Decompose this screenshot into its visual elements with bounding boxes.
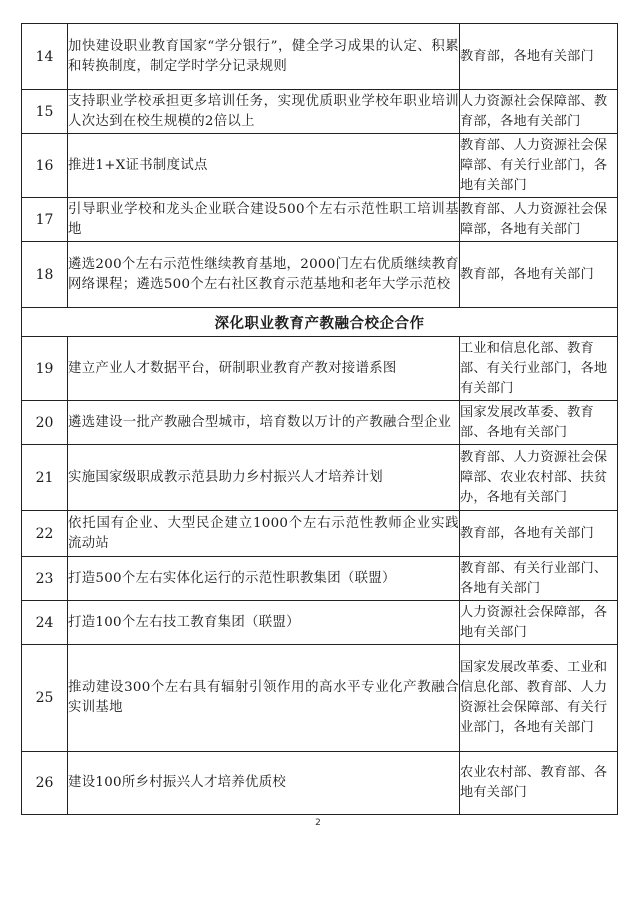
task-description: 推进1+X证书制度试点 — [68, 134, 460, 198]
row-number: 14 — [22, 24, 68, 90]
table-row — [22, 242, 618, 308]
section-row — [22, 308, 618, 337]
row-number: 17 — [22, 198, 68, 242]
task-description: 遴选200个左右示范性继续教育基地，2000门左右优质继续教育网络课程；遴选500个左右社区教育示范基地和老年大学示范校 — [68, 242, 460, 308]
task-description: 实施国家级职成教示范县助力乡村振兴人才培养计划 — [68, 445, 460, 511]
task-description: 支持职业学校承担更多培训任务，实现优质职业学校年职业培训人次达到在校生规模的2倍以上 — [68, 90, 460, 134]
row-number: 26 — [22, 752, 68, 815]
row-number: 20 — [22, 401, 68, 445]
row-number: 24 — [22, 601, 68, 645]
responsible-departments: 农业农村部、教育部、各地有关部门 — [460, 752, 618, 815]
table-row — [22, 134, 618, 198]
task-description: 加快建设职业教育国家“学分银行”，健全学习成果的认定、积累和转换制度，制定学时学分记录规则 — [68, 24, 460, 90]
table-row — [22, 511, 618, 557]
task-description: 打造500个左右实体化运行的示范性职教集团（联盟） — [68, 557, 460, 601]
table-row — [22, 401, 618, 445]
table-row — [22, 445, 618, 511]
task-table — [21, 23, 618, 815]
row-number: 16 — [22, 134, 68, 198]
table-row — [22, 752, 618, 815]
table-row — [22, 198, 618, 242]
row-number: 19 — [22, 337, 68, 401]
task-description: 遴选建设一批产教融合型城市，培育数以万计的产教融合型企业 — [68, 401, 460, 445]
responsible-departments: 人力资源社会保障部，各地有关部门 — [460, 601, 618, 645]
table-row — [22, 557, 618, 601]
task-description: 依托国有企业、大型民企建立1000个左右示范性教师企业实践流动站 — [68, 511, 460, 557]
table-row — [22, 601, 618, 645]
row-number: 25 — [22, 645, 68, 752]
table-row — [22, 337, 618, 401]
section-title: 深化职业教育产教融合校企合作 — [22, 308, 618, 337]
task-description: 建设100所乡村振兴人才培养优质校 — [68, 752, 460, 815]
responsible-departments: 教育部、人力资源社会保障部、有关行业部门，各地有关部门 — [460, 134, 618, 198]
responsible-departments: 国家发展改革委、工业和信息化部、教育部、人力资源社会保障部、有关行业部门，各地有关部门 — [460, 645, 618, 752]
row-number: 21 — [22, 445, 68, 511]
responsible-departments: 教育部，各地有关部门 — [460, 511, 618, 557]
responsible-departments: 工业和信息化部、教育部、有关行业部门，各地有关部门 — [460, 337, 618, 401]
page-number: 2 — [315, 818, 321, 828]
row-number: 22 — [22, 511, 68, 557]
table-row — [22, 24, 618, 90]
task-description: 引导职业学校和龙头企业联合建设500个左右示范性职工培训基地 — [68, 198, 460, 242]
task-description: 建立产业人才数据平台，研制职业教育产教对接谱系图 — [68, 337, 460, 401]
table-row — [22, 645, 618, 752]
table-row — [22, 90, 618, 134]
row-number: 18 — [22, 242, 68, 308]
responsible-departments: 教育部、有关行业部门、各地有关部门 — [460, 557, 618, 601]
responsible-departments: 教育部、人力资源社会保障部、农业农村部、扶贫办，各地有关部门 — [460, 445, 618, 511]
responsible-departments: 国家发展改革委、教育部、各地有关部门 — [460, 401, 618, 445]
row-number: 23 — [22, 557, 68, 601]
task-description: 打造100个左右技工教育集团（联盟） — [68, 601, 460, 645]
responsible-departments: 教育部、人力资源社会保障部，各地有关部门 — [460, 198, 618, 242]
responsible-departments: 教育部，各地有关部门 — [460, 24, 618, 90]
responsible-departments: 教育部，各地有关部门 — [460, 242, 618, 308]
task-description: 推动建设300个左右具有辐射引领作用的高水平专业化产教融合实训基地 — [68, 645, 460, 752]
row-number: 15 — [22, 90, 68, 134]
responsible-departments: 人力资源社会保障部、教育部，各地有关部门 — [460, 90, 618, 134]
